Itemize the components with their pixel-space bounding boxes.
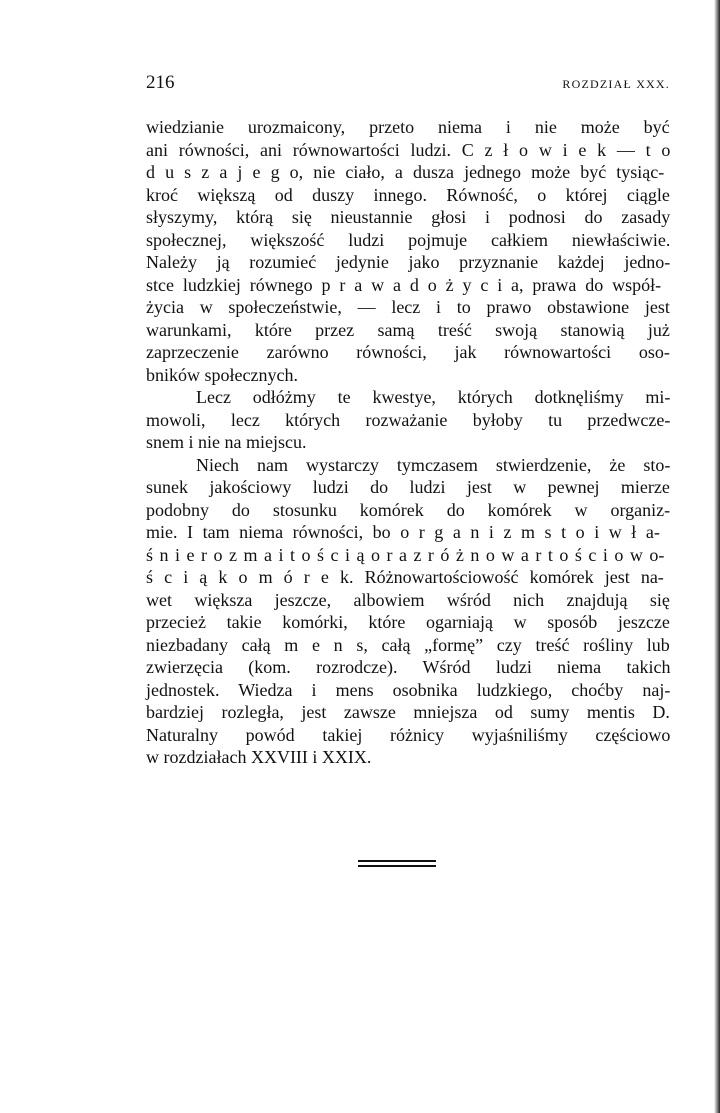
text-line: niezbadany całą m e n s, całą „formę” czy treść rośliny lub (146, 634, 670, 655)
text-line: Lecz odłóżmy te kwestye, których dotknęliśmy mi- (196, 387, 671, 407)
text-line: Należy ją rozumieć jedynie jako przyznanie każdej jedno- (146, 252, 671, 272)
body-text (146, 116, 670, 769)
page-edge-shadow (714, 0, 720, 1113)
text-line: w rozdziałach XXVIII i XXIX. (146, 747, 372, 767)
text-line: zwierzęcia (kom. rozrodcze). Wśród ludzi niema takich (146, 657, 671, 677)
text-line: sunek jakościowy ludzi do ludzi jest w pewnej mierze (146, 477, 670, 497)
text-line: ś n i e r o z m a i t o ś c i ą o r a z r ó ż n o w a r t o ś c i o w o- (146, 544, 665, 565)
text-line: Niech nam wystarczy tymczasem stwierdzenie, że sto- (196, 454, 671, 475)
text-line: ani równości, ani równowartości ludzi. C z ł o w i e k — t o (146, 139, 671, 160)
text-line: d u s z a j e g o, nie ciało, a dusza jednego może być tysiąc- (146, 162, 665, 182)
text-line: mie. I tam niema równości, bo o r g a n i z m s t o i w ł a- (146, 522, 660, 542)
text-line: stce ludzkiej równego p r a w a d o ż y c i a, prawa do współ- (146, 274, 662, 295)
text-line: bników społecznych. (146, 364, 298, 385)
text-line: społecznej, większość ludzi pojmuje całkiem niewłaściwie. (146, 229, 671, 250)
text-line: bardziej rozległa, jest zawsze mniejsza od sumy mentis D. (146, 702, 670, 722)
running-head: ROZDZIAŁ XXX. (562, 77, 670, 91)
page-header (146, 72, 670, 94)
text-line: życia w społeczeństwie, — lecz i to prawo obstawione jest (146, 297, 670, 317)
text-line: snem i nie na miejscu. (146, 432, 307, 452)
text-line: Naturalny powód takiej różnicy wyjaśniliśmy częściowo (146, 724, 671, 745)
text-line: słyszymy, którą się nieustannie głosi i podnosi do zasady (146, 207, 671, 227)
section-end-rule (358, 860, 436, 870)
double-rule-top (358, 860, 436, 862)
text-line: zaprzeczenie zarówno równości, jak równowartości oso- (146, 342, 670, 362)
text-line: przecież takie komórki, które ogarniają w sposób jeszcze (146, 612, 670, 632)
text-line: kroć większą od duszy innego. Równość, o której ciągle (146, 184, 670, 205)
text-line: jednostek. Wiedza i mens osobnika ludzkiego, choćby naj- (146, 679, 671, 700)
text-line: wiedzianie urozmaicony, przeto niema i nie może być (146, 117, 670, 137)
page-number: 216 (146, 72, 175, 93)
text-line: podobny do stosunku komórek do komórek w organiz- (146, 499, 671, 520)
text-line: wet większa jeszcze, albowiem wśród nich znajdują się (146, 589, 670, 610)
text-line: mowoli, lecz których rozważanie byłoby tu przedwcze- (146, 409, 671, 430)
text-line: ś c i ą k o m ó r e k. Różnowartościowość komórek jest na- (146, 567, 664, 587)
text-line: warunkami, które przez samą treść swoją stanowią już (146, 319, 670, 340)
double-rule-bottom (358, 865, 436, 867)
